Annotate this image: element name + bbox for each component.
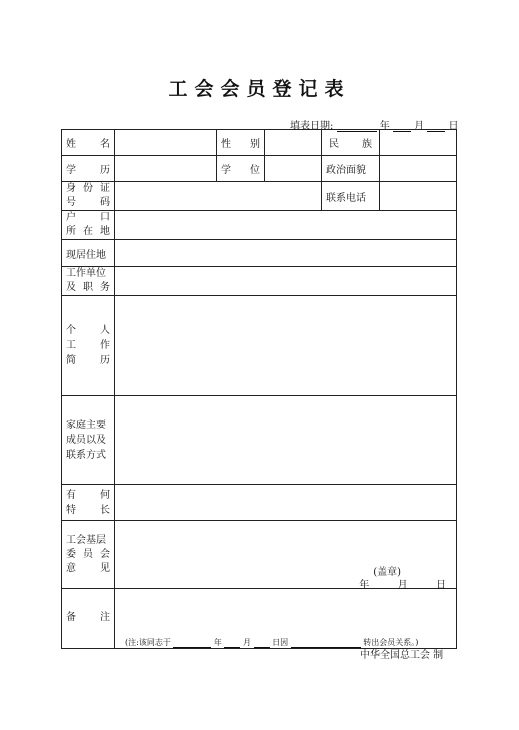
value-name[interactable] [115,130,217,156]
value-work-unit[interactable] [115,267,457,296]
value-remarks[interactable] [115,589,457,649]
label-specialty: 有 何 特 长 [62,485,115,521]
label-household: 户 口 所 在 地 [62,211,115,240]
value-residence[interactable] [115,240,457,267]
value-union-opinion[interactable] [115,521,457,589]
label-remarks: 备 注 [62,589,115,649]
registration-table [61,129,457,649]
value-education[interactable] [115,156,217,182]
value-id-number[interactable] [115,182,322,211]
label-gender: 性 别 [217,130,265,156]
transfer-note: (注:该同志于 年 月 日因 转出会员关系。) [125,638,419,647]
label-education: 学 历 [62,156,115,182]
label-ethnicity: 民 族 [322,130,380,156]
label-work-unit: 工作单位 及 职 务 [62,267,115,296]
value-phone[interactable] [380,182,457,211]
label-residence: 现居住地 [62,240,115,267]
value-specialty[interactable] [115,485,457,521]
fill-date-label: 填表日期: [290,121,334,132]
value-resume[interactable] [115,296,457,396]
seal-label: (盖章) [373,567,401,578]
value-degree[interactable] [265,156,322,182]
label-name: 姓 名 [62,130,115,156]
value-ethnicity[interactable] [380,130,457,156]
label-phone: 联系电话 [322,182,380,211]
seal-date: 年 月 日 [359,580,446,591]
value-family[interactable] [115,396,457,485]
value-household[interactable] [115,211,457,240]
form-title: 工会会员登记表 [168,78,351,100]
fill-date-month: 月 [414,121,425,132]
fill-date-year: 年 [379,121,390,132]
label-union-opinion: 工会基层 委 员 会 意 见 [62,521,115,589]
label-political-status: 政治面貌 [322,156,380,182]
label-degree: 学 位 [217,156,265,182]
label-family: 家庭主要 成员以及 联系方式 [62,396,115,485]
label-id-number: 身 份 证 号 码 [62,182,115,211]
value-gender[interactable] [265,130,322,156]
value-political-status[interactable] [380,156,457,182]
issuer-footer: 中华全国总工会 制 [360,650,444,661]
fill-date-day: 日 [448,121,459,132]
label-resume: 个 人 工 作 简 历 [62,296,115,396]
